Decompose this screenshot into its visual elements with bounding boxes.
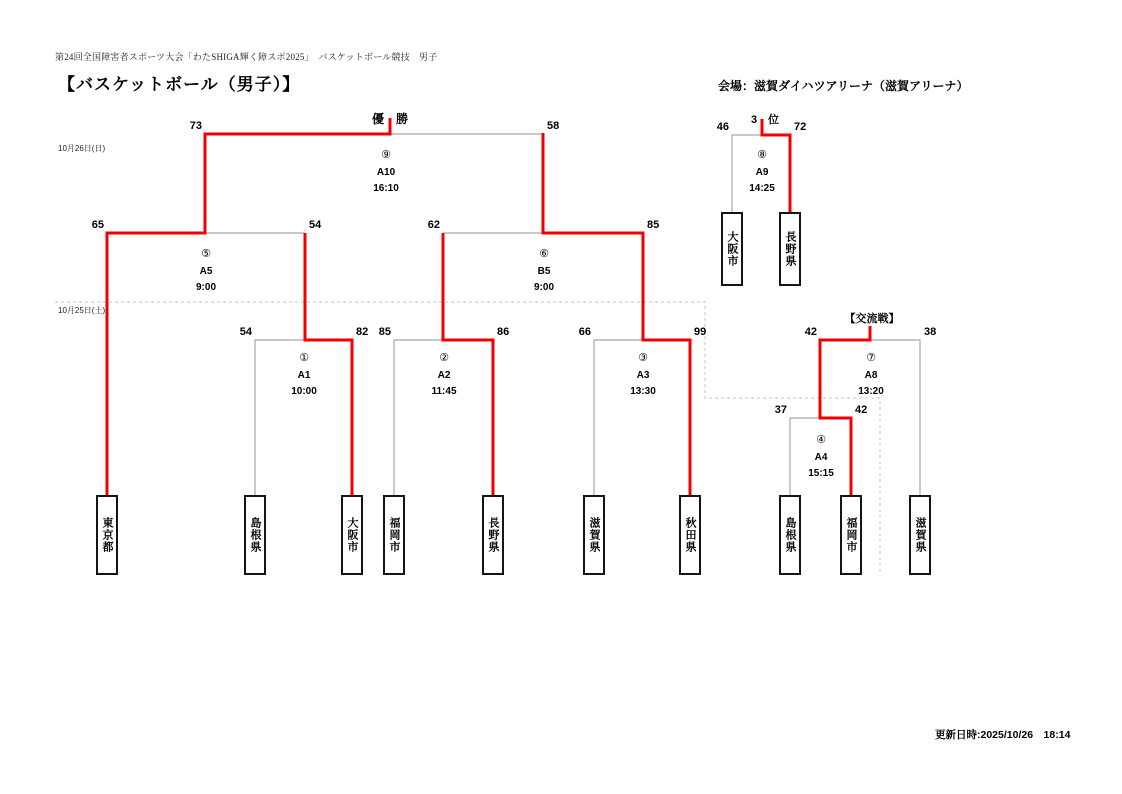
match8-time: 14:25 [749, 183, 775, 194]
team-box-akita: 秋田県 [679, 495, 701, 575]
match5-code: A5 [199, 266, 213, 277]
match2-score-right: 86 [497, 326, 510, 338]
match3-code: A3 [636, 370, 650, 381]
match3-score-left: 66 [578, 326, 591, 338]
third-place-label: 3 位 [750, 114, 780, 126]
team-box-fukuoka-1: 福岡市 [383, 495, 405, 575]
event-name-line: 第24回全国障害者スポーツ大会「わたSHIGA輝く障スポ2025」 バスケットボール競技 男子 [55, 52, 438, 62]
match2-number: ② [439, 352, 449, 364]
match3-number: ③ [638, 352, 648, 364]
match6-code: B5 [537, 266, 551, 277]
match5-score-left: 65 [91, 219, 104, 231]
match7-code: A8 [864, 370, 878, 381]
champion-label: 優 勝 [371, 112, 408, 126]
team-box-shimane-2: 島根県 [779, 495, 801, 575]
match4-score-left: 37 [774, 404, 787, 416]
match9-score-right: 58 [547, 120, 560, 132]
match3-score-right: 99 [694, 326, 707, 338]
match1-score-left: 54 [239, 326, 252, 338]
date-label-sunday: 10月26日(日) [58, 144, 106, 153]
date-label-saturday: 10月25日(土) [58, 306, 106, 315]
match5-score-right: 54 [309, 219, 322, 231]
team-box-shiga-2: 滋賀県 [909, 495, 931, 575]
team-box-third-osaka-city: 大阪市 [721, 212, 743, 286]
team-box-third-nagano: 長野県 [779, 212, 801, 286]
match9-number: ⑨ [381, 149, 391, 161]
match1-score-right: 82 [356, 326, 369, 338]
match7-score-right: 38 [924, 326, 937, 338]
match2-score-left: 85 [378, 326, 391, 338]
match3-time: 13:30 [630, 386, 656, 397]
match6-number: ⑥ [539, 248, 549, 260]
match1-code: A1 [297, 370, 311, 381]
match8-code: A9 [755, 167, 769, 178]
day-separator-dashed-line [55, 302, 880, 575]
match7-number: ⑦ [866, 352, 876, 364]
team-box-nagano: 長野県 [482, 495, 504, 575]
match7-score-left: 42 [804, 326, 817, 338]
match4-number: ④ [816, 434, 826, 446]
match9-time: 16:10 [373, 183, 399, 194]
venue-label: 会場：滋賀ダイハツアリーナ（滋賀アリーナ） [718, 79, 969, 93]
team-box-osaka-city: 大阪市 [341, 495, 363, 575]
match4-score-right: 42 [855, 404, 868, 416]
match7-time: 13:20 [858, 386, 884, 397]
updated-timestamp: 更新日時:2025/10/26 18:14 [935, 729, 1071, 741]
team-box-shimane-1: 島根県 [244, 495, 266, 575]
champion-path [107, 118, 390, 495]
match1-time: 10:00 [291, 386, 317, 397]
match6-score-right: 85 [647, 219, 660, 231]
match6-time: 9:00 [533, 282, 554, 293]
team-box-shiga-1: 滋賀県 [583, 495, 605, 575]
match1-number: ① [299, 352, 309, 364]
match9-score-left: 73 [189, 120, 202, 132]
match8-number: ⑧ [757, 149, 767, 161]
match4-code: A4 [814, 452, 828, 463]
match2-code: A2 [437, 370, 451, 381]
match9-code: A10 [376, 167, 396, 178]
exchange-match-label: 【交流戦】 [844, 313, 900, 325]
match5-number: ⑤ [201, 248, 211, 260]
team-box-fukuoka-2: 福岡市 [840, 495, 862, 575]
page-title: 【バスケットボール（男子）】 [58, 75, 301, 94]
match2-time: 11:45 [431, 386, 457, 397]
match6-score-left: 62 [427, 219, 440, 231]
match5-time: 9:00 [195, 282, 216, 293]
match8-score-right: 72 [794, 121, 807, 133]
match8-score-left: 46 [716, 121, 729, 133]
team-box-tokyo: 東京都 [96, 495, 118, 575]
match4-time: 15:15 [808, 468, 834, 479]
